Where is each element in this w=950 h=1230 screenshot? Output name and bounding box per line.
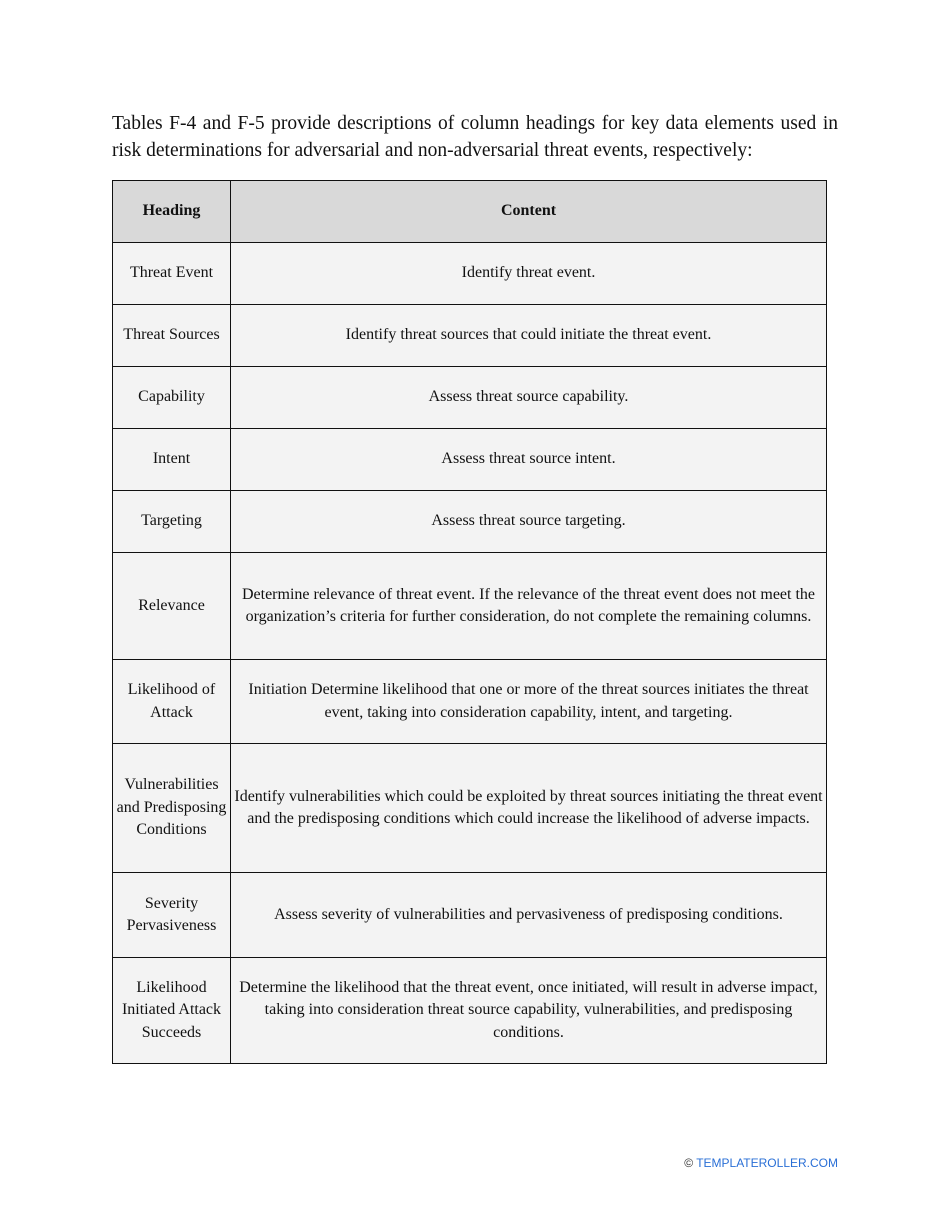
row-heading: Severity Pervasiveness	[113, 873, 231, 958]
threat-event-headings-table	[112, 180, 827, 1064]
table-row	[113, 660, 827, 744]
table-row	[113, 553, 827, 660]
row-content: Assess threat source intent.	[231, 429, 827, 491]
table-header-row	[113, 181, 827, 243]
table-row	[113, 744, 827, 873]
row-heading: Targeting	[113, 491, 231, 553]
row-content: Identify vulnerabilities which could be exploited by threat sources initiating the threat event and the predisposing conditions which could increase the likelihood of adverse impacts.	[231, 744, 827, 873]
row-heading: Likelihood of Attack	[113, 660, 231, 744]
row-content: Determine the likelihood that the threat event, once initiated, will result in adverse impact, taking into consideration threat source capability, vulnerabilities, and predisposing conditions.	[231, 958, 827, 1064]
row-heading: Threat Event	[113, 243, 231, 305]
row-content: Assess severity of vulnerabilities and pervasiveness of predisposing conditions.	[231, 873, 827, 958]
copyright-symbol: ©	[684, 1156, 694, 1170]
table-row	[113, 429, 827, 491]
row-heading: Threat Sources	[113, 305, 231, 367]
table-row	[113, 243, 827, 305]
row-content: Identify threat sources that could initiate the threat event.	[231, 305, 827, 367]
table-row	[113, 305, 827, 367]
row-content: Identify threat event.	[231, 243, 827, 305]
row-content: Assess threat source capability.	[231, 367, 827, 429]
intro-paragraph: Tables F-4 and F-5 provide descriptions of column headings for key data elements used in risk determinations for adversarial and non-adversarial threat events, respectively:	[112, 113, 838, 161]
column-header-heading: Heading	[113, 181, 231, 243]
table-row	[113, 958, 827, 1064]
table-row	[113, 367, 827, 429]
templateroller-link[interactable]: TEMPLATEROLLER.COM	[696, 1156, 838, 1170]
row-heading: Likelihood Initiated Attack Succeeds	[113, 958, 231, 1064]
row-heading: Capability	[113, 367, 231, 429]
row-heading: Relevance	[113, 553, 231, 660]
column-header-content: Content	[231, 181, 827, 243]
row-heading: Intent	[113, 429, 231, 491]
row-content: Determine relevance of threat event. If the relevance of the threat event does not meet the organization’s criteria for further consideration, do not complete the remaining columns.	[231, 553, 827, 660]
table-row	[113, 873, 827, 958]
row-content: Assess threat source targeting.	[231, 491, 827, 553]
row-heading: Vulnerabilities and Predisposing Conditions	[113, 744, 231, 873]
row-content: Initiation Determine likelihood that one or more of the threat sources initiates the threat event, taking into consideration capability, intent, and targeting.	[231, 660, 827, 744]
footer-copyright	[684, 1156, 838, 1170]
table-row	[113, 491, 827, 553]
